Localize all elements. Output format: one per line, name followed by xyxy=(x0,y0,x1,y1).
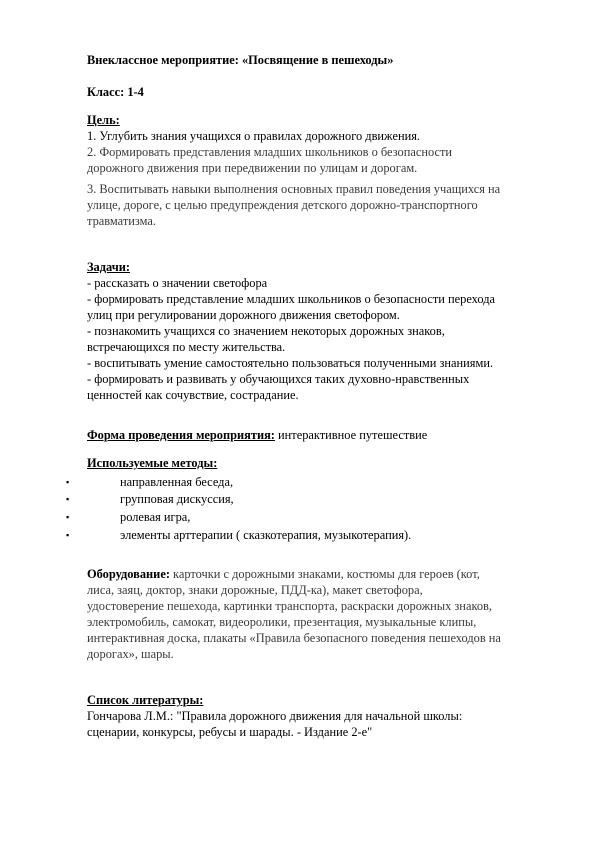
task-line: - формировать и развивать у обучающихся таких духовно-нравственных xyxy=(87,372,470,386)
method-item: ролевая игра, xyxy=(120,510,191,524)
event-title: Внеклассное мероприятие: «Посвящение в пешеходы» xyxy=(87,53,394,67)
tasks-heading: Задачи: xyxy=(87,260,130,274)
form-line xyxy=(87,427,427,443)
method-item: групповая дискуссия, xyxy=(120,492,234,506)
goal-line-3c: травматизма. xyxy=(87,214,156,228)
equipment-line: удостоверение пешехода, картинки транспорта, раскраски дорожных знаков, xyxy=(87,599,492,613)
equipment-label: Оборудование: xyxy=(87,567,170,581)
task-line: - познакомить учащихся со значением некоторых дорожных знаков, xyxy=(87,324,445,338)
methods-heading: Используемые методы: xyxy=(87,456,218,470)
bullet-icon: ▪ xyxy=(66,512,70,522)
bullet-icon: ▪ xyxy=(66,477,70,487)
literature-line-1: Гончарова Л.М.: "Правила дорожного движения для начальной школы: xyxy=(87,709,463,723)
task-line: - воспитывать умение самостоятельно пользоваться полученными знаниями. xyxy=(87,356,494,370)
task-line: встречающихся по месту жительства. xyxy=(87,340,286,354)
equipment-line: дорогах», шары. xyxy=(87,647,174,661)
goal-line-3b: улице, дороге, с целью предупреждения детского дорожно-транспортного xyxy=(87,198,478,212)
task-line: ценностей как сочувствие, сострадание. xyxy=(87,388,299,402)
equipment-line: электромобиль, самокат, видеоролики, презентация, музыкальные клипы, xyxy=(87,615,477,629)
literature-heading: Список литературы: xyxy=(87,693,204,707)
bullet-icon: ▪ xyxy=(66,530,70,540)
form-label: Форма проведения мероприятия: xyxy=(87,428,275,442)
task-line: улиц при регулировании дорожного движения светофором. xyxy=(87,308,400,322)
goal-line-2a: 2. Формировать представления младших школьников о безопасности xyxy=(87,145,453,159)
task-line: - рассказать о значении светофора xyxy=(87,276,268,290)
goal-line-3a: 3. Воспитывать навыки выполнения основных правил поведения учащихся на xyxy=(87,182,501,196)
equipment-line: интерактивная доска, плакаты «Правила безопасного поведения пешеходов на xyxy=(87,631,501,645)
equipment-line-1: карточки с дорожными знаками, костюмы для героев (кот, xyxy=(169,567,480,581)
goal-heading: Цель: xyxy=(87,113,120,127)
equipment-line xyxy=(87,566,480,582)
literature-line-2: сценарии, конкурсы, ребусы и шарады. - Издание 2-е" xyxy=(87,725,373,739)
bullet-icon: ▪ xyxy=(66,494,70,504)
method-item: элементы арттерапии ( сказкотерапия, музыкотерапия). xyxy=(120,528,412,542)
form-value: интерактивное путешествие xyxy=(274,428,428,442)
goal-line-1: 1. Углубить знания учащихся о правилах дорожного движения. xyxy=(87,129,421,143)
method-item: направленная беседа, xyxy=(120,475,234,489)
equipment-line: лиса, заяц, доктор, знаки дорожные, ПДД-ка), макет светофора, xyxy=(87,583,423,597)
class-label: Класс: 1-4 xyxy=(87,85,144,99)
task-line: - формировать представление младших школьников о безопасности перехода xyxy=(87,292,496,306)
goal-line-2b: дорожного движения при передвижении по улицам и дорогам. xyxy=(87,161,418,175)
